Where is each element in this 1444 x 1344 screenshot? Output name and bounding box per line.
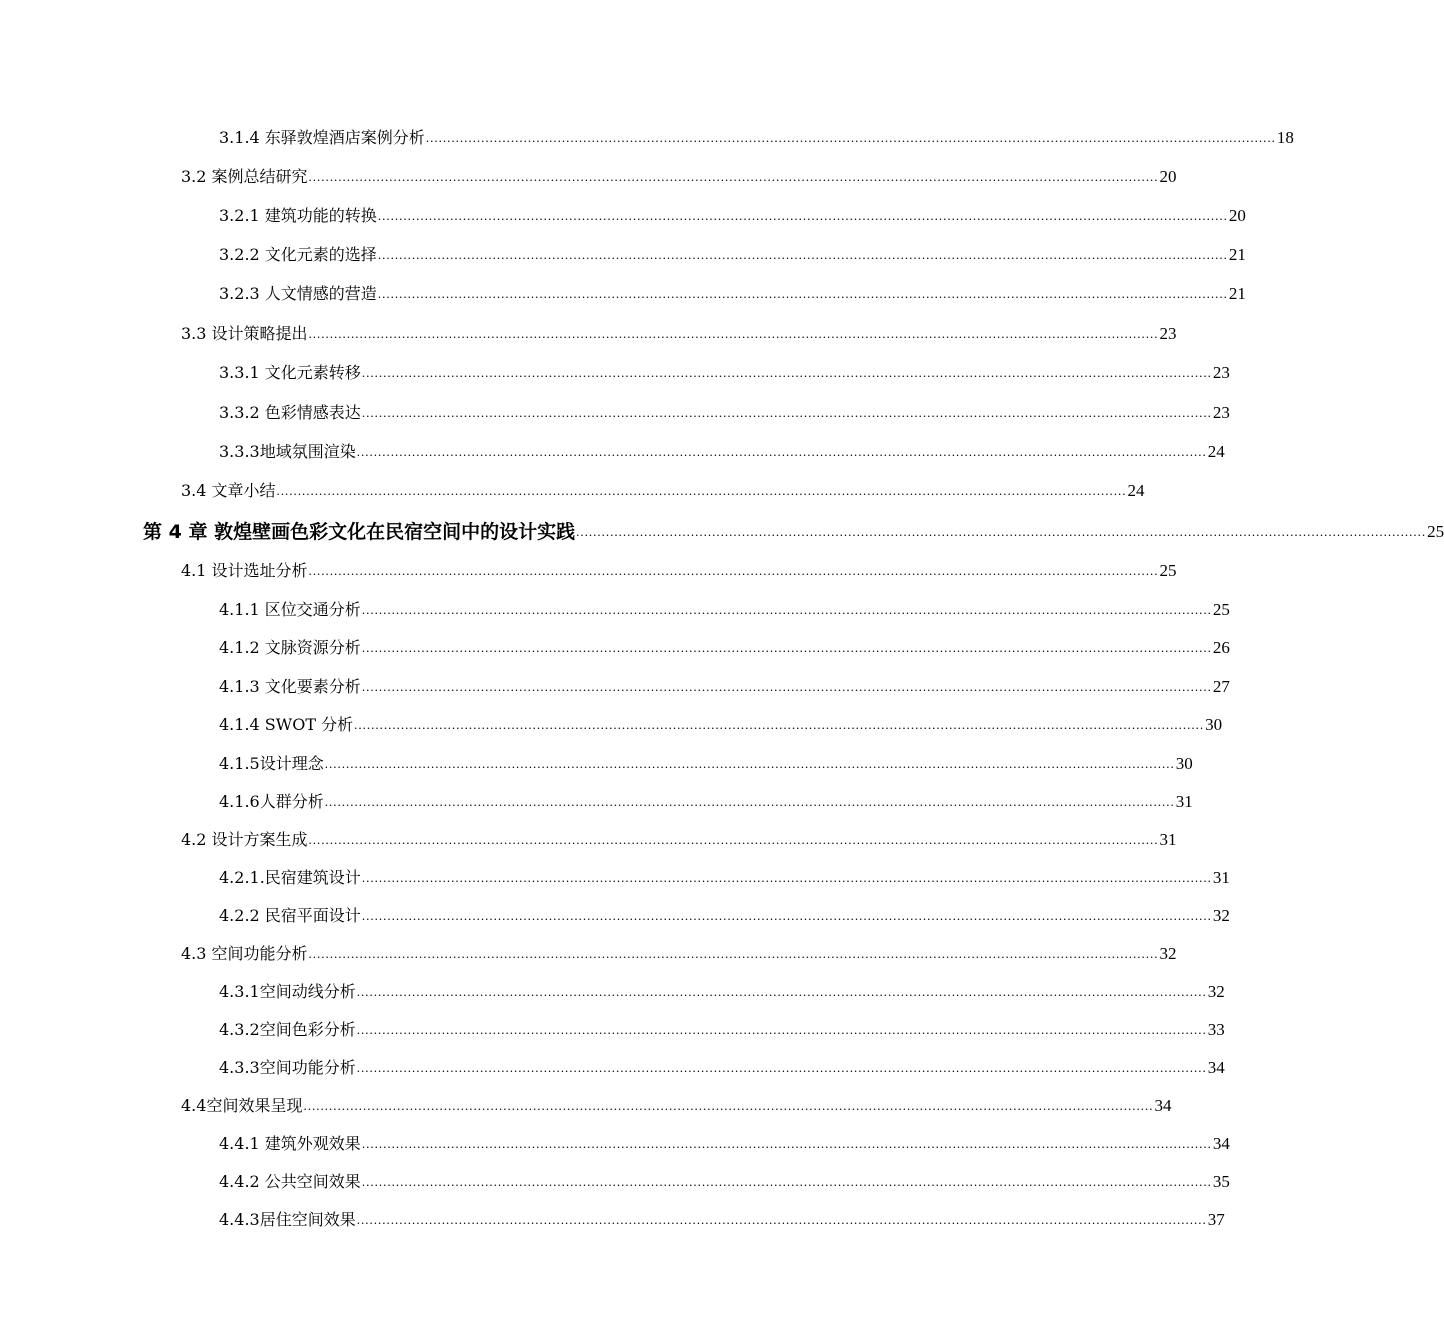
toc-page-number: 21 bbox=[1228, 284, 1246, 303]
toc-entry[interactable] bbox=[181, 824, 1177, 850]
toc-entry-label: 3.4 文章小结 bbox=[181, 481, 276, 500]
toc-entry-label: 4.4.3居住空间效果 bbox=[219, 1210, 356, 1229]
toc-leader-dots: ........................................................................................................................................................................................................ bbox=[356, 444, 1207, 459]
toc-leader-dots: ........................................................................................................................................................................................................ bbox=[354, 717, 1205, 732]
toc-entry[interactable] bbox=[219, 594, 1230, 620]
toc-entry-label: 3.3 设计策略提出 bbox=[181, 324, 308, 343]
toc-page-number: 27 bbox=[1212, 677, 1230, 696]
toc-entry[interactable] bbox=[181, 938, 1177, 964]
toc-leader-dots: ........................................................................................................................................................................................................ bbox=[361, 1136, 1212, 1151]
toc-leader-dots: ........................................................................................................................................................................................................ bbox=[425, 130, 1276, 145]
toc-entry[interactable] bbox=[219, 278, 1246, 304]
toc-entry[interactable] bbox=[219, 436, 1225, 462]
toc-leader-dots: ........................................................................................................................................................................................................ bbox=[356, 984, 1207, 999]
toc-page-number: 37 bbox=[1207, 1210, 1225, 1229]
toc-page-number: 18 bbox=[1276, 128, 1294, 147]
toc-entry-label: 4.2.2 民宿平面设计 bbox=[219, 906, 361, 925]
toc-page-number: 34 bbox=[1154, 1096, 1172, 1115]
toc-entry[interactable] bbox=[219, 900, 1230, 926]
toc-page-number: 24 bbox=[1127, 481, 1145, 500]
toc-entry[interactable] bbox=[219, 976, 1225, 1002]
toc-entry[interactable] bbox=[219, 1166, 1230, 1192]
toc-entry[interactable] bbox=[219, 200, 1246, 226]
toc-entry[interactable] bbox=[219, 357, 1230, 383]
toc-chapter-entry[interactable] bbox=[143, 516, 1444, 543]
toc-page-number: 25 bbox=[1427, 522, 1444, 541]
toc-entry-label: 4.3.2空间色彩分析 bbox=[219, 1020, 356, 1039]
toc-page-number: 33 bbox=[1207, 1020, 1225, 1039]
toc-page-number: 30 bbox=[1175, 754, 1193, 773]
toc-leader-dots: ........................................................................................................................................................................................................ bbox=[308, 946, 1159, 961]
toc-leader-dots: ........................................................................................................................................................................................................ bbox=[377, 247, 1228, 262]
toc-entry[interactable] bbox=[219, 862, 1230, 888]
toc-leader-dots: ........................................................................................................................................................................................................ bbox=[576, 524, 1427, 539]
toc-page-number: 31 bbox=[1212, 868, 1230, 887]
toc-leader-dots: ........................................................................................................................................................................................................ bbox=[356, 1060, 1207, 1075]
toc-page-number: 23 bbox=[1212, 363, 1230, 382]
toc-entry-label: 3.3.3地域氛围渲染 bbox=[219, 442, 356, 461]
toc-entry[interactable] bbox=[219, 1128, 1230, 1154]
toc-entry[interactable] bbox=[219, 1052, 1225, 1078]
toc-entry[interactable] bbox=[181, 475, 1145, 501]
toc-page-number: 20 bbox=[1228, 206, 1246, 225]
toc-leader-dots: ........................................................................................................................................................................................................ bbox=[324, 756, 1175, 771]
toc-page-number: 34 bbox=[1212, 1134, 1230, 1153]
toc-entry-label: 3.3.1 文化元素转移 bbox=[219, 363, 361, 382]
toc-entry[interactable] bbox=[219, 122, 1294, 148]
toc-entry-label: 4.2.1.民宿建筑设计 bbox=[219, 868, 361, 887]
toc-entry-label: 4.1.3 文化要素分析 bbox=[219, 677, 361, 696]
toc-leader-dots: ........................................................................................................................................................................................................ bbox=[361, 405, 1212, 420]
toc-entry[interactable] bbox=[219, 1204, 1225, 1230]
toc-leader-dots: ........................................................................................................................................................................................................ bbox=[308, 832, 1159, 847]
toc-entry[interactable] bbox=[181, 1090, 1172, 1116]
toc-leader-dots: ........................................................................................................................................................................................................ bbox=[361, 870, 1212, 885]
toc-entry[interactable] bbox=[219, 671, 1230, 697]
toc-entry[interactable] bbox=[219, 786, 1193, 812]
toc-page-number: 23 bbox=[1159, 324, 1177, 343]
toc-entry[interactable] bbox=[219, 397, 1230, 423]
toc-entry-label: 4.4.2 公共空间效果 bbox=[219, 1172, 361, 1191]
toc-page-number: 31 bbox=[1159, 830, 1177, 849]
toc-entry[interactable] bbox=[181, 555, 1177, 581]
toc-leader-dots: ........................................................................................................................................................................................................ bbox=[303, 1098, 1154, 1113]
toc-page-number: 21 bbox=[1228, 245, 1246, 264]
toc-leader-dots: ........................................................................................................................................................................................................ bbox=[356, 1022, 1207, 1037]
toc-page-number: 32 bbox=[1207, 982, 1225, 1001]
toc-entry-label: 4.1.4 SWOT 分析 bbox=[219, 715, 354, 734]
toc-leader-dots: ........................................................................................................................................................................................................ bbox=[377, 208, 1228, 223]
toc-page-number: 35 bbox=[1212, 1172, 1230, 1191]
toc-entry-label: 4.1.2 文脉资源分析 bbox=[219, 638, 361, 657]
toc-entry-label: 4.4.1 建筑外观效果 bbox=[219, 1134, 361, 1153]
toc-leader-dots: ........................................................................................................................................................................................................ bbox=[324, 794, 1175, 809]
toc-page-number: 26 bbox=[1212, 638, 1230, 657]
toc-entry[interactable] bbox=[219, 709, 1223, 735]
toc-entry-label: 3.2.2 文化元素的选择 bbox=[219, 245, 377, 264]
toc-entry[interactable] bbox=[219, 632, 1230, 658]
toc-page-number: 20 bbox=[1159, 167, 1177, 186]
toc-entry-label: 4.3 空间功能分析 bbox=[181, 944, 308, 963]
toc-page-number: 34 bbox=[1207, 1058, 1225, 1077]
toc-entry[interactable] bbox=[219, 748, 1193, 774]
toc-entry-label: 4.1 设计选址分析 bbox=[181, 561, 308, 580]
toc-entry-label: 3.2 案例总结研究 bbox=[181, 167, 308, 186]
toc-entry[interactable] bbox=[219, 239, 1246, 265]
toc-page-number: 25 bbox=[1159, 561, 1177, 580]
toc-leader-dots: ........................................................................................................................................................................................................ bbox=[308, 563, 1159, 578]
toc-entry-label: 4.3.1空间动线分析 bbox=[219, 982, 356, 1001]
toc-page-number: 32 bbox=[1212, 906, 1230, 925]
toc-entry-label: 4.2 设计方案生成 bbox=[181, 830, 308, 849]
toc-entry-label: 4.4空间效果呈现 bbox=[181, 1096, 303, 1115]
toc-entry-label: 3.3.2 色彩情感表达 bbox=[219, 403, 361, 422]
toc-leader-dots: ........................................................................................................................................................................................................ bbox=[356, 1212, 1207, 1227]
toc-leader-dots: ........................................................................................................................................................................................................ bbox=[361, 679, 1212, 694]
toc-entry-label: 4.3.3空间功能分析 bbox=[219, 1058, 356, 1077]
toc-leader-dots: ........................................................................................................................................................................................................ bbox=[361, 640, 1212, 655]
toc-page-number: 23 bbox=[1212, 403, 1230, 422]
toc-page-number: 32 bbox=[1159, 944, 1177, 963]
toc-page-number: 31 bbox=[1175, 792, 1193, 811]
toc-page-number: 24 bbox=[1207, 442, 1225, 461]
toc-leader-dots: ........................................................................................................................................................................................................ bbox=[377, 286, 1228, 301]
toc-entry-label: 4.1.5设计理念 bbox=[219, 754, 324, 773]
toc-leader-dots: ........................................................................................................................................................................................................ bbox=[308, 326, 1159, 341]
toc-entry-label: 4.1.6人群分析 bbox=[219, 792, 324, 811]
toc-leader-dots: ........................................................................................................................................................................................................ bbox=[361, 602, 1212, 617]
toc-page-number: 30 bbox=[1205, 715, 1223, 734]
toc-leader-dots: ........................................................................................................................................................................................................ bbox=[276, 483, 1127, 498]
toc-page-number: 25 bbox=[1212, 600, 1230, 619]
toc-entry-label: 4.1.1 区位交通分析 bbox=[219, 600, 361, 619]
toc-leader-dots: ........................................................................................................................................................................................................ bbox=[361, 365, 1212, 380]
toc-entry[interactable] bbox=[181, 161, 1177, 187]
toc-entry[interactable] bbox=[219, 1014, 1225, 1040]
toc-entry-label: 第 4 章 敦煌壁画色彩文化在民宿空间中的设计实践 bbox=[143, 521, 576, 543]
toc-entry-label: 3.2.1 建筑功能的转换 bbox=[219, 206, 377, 225]
toc-leader-dots: ........................................................................................................................................................................................................ bbox=[308, 169, 1159, 184]
toc-leader-dots: ........................................................................................................................................................................................................ bbox=[361, 1174, 1212, 1189]
toc-leader-dots: ........................................................................................................................................................................................................ bbox=[361, 908, 1212, 923]
toc-entry[interactable] bbox=[181, 318, 1177, 344]
toc-entry-label: 3.1.4 东驿敦煌酒店案例分析 bbox=[219, 128, 425, 147]
toc-entry-label: 3.2.3 人文情感的营造 bbox=[219, 284, 377, 303]
